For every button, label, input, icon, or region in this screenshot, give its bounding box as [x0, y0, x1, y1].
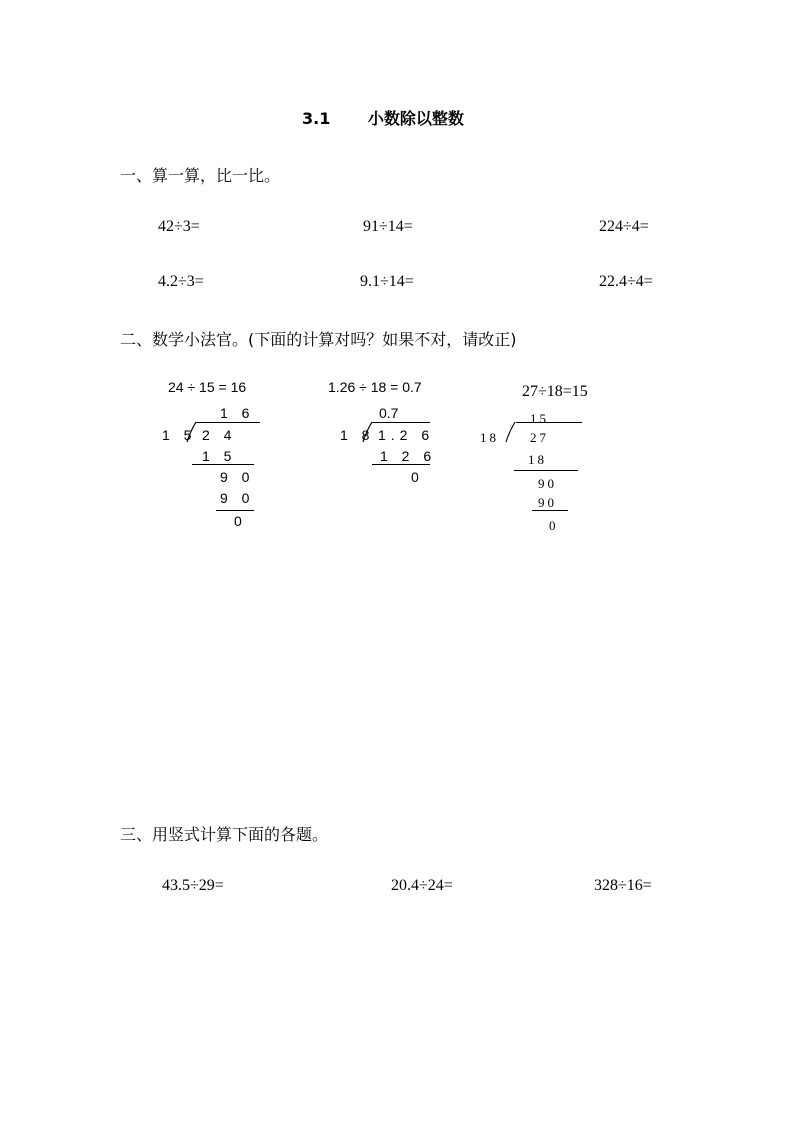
equation-2: 1.26 ÷ 18 = 0.7 [328, 379, 422, 395]
step-line-3-1 [514, 470, 578, 471]
step-1-3: 9 0 [220, 490, 255, 506]
problem-2-2: 9.1÷14= [360, 273, 414, 290]
problem-2-1: 4.2÷3= [158, 273, 204, 290]
problem-1-3: 224÷4= [599, 218, 649, 235]
step-line-1-1 [192, 464, 254, 465]
division-bracket-3 [505, 421, 519, 443]
step-3-4: 0 [549, 518, 556, 533]
equation-1: 24 ÷ 15 = 16 [168, 379, 247, 395]
divisor-2: 1 8 [340, 427, 375, 443]
dividend-1: 2 4 [202, 427, 237, 443]
dividend-2: 1.2 6 [378, 427, 435, 443]
step-3-3: 90 [538, 495, 557, 510]
division-bar-2 [372, 422, 430, 423]
problem-1-1: 42÷3= [158, 218, 200, 235]
page-title: 3.1 小数除以整数 [302, 109, 464, 128]
step-1-1: 1 5 [202, 448, 237, 464]
division-bar-1 [196, 422, 260, 423]
step-2-2: 0 [411, 469, 419, 485]
problem-3-3: 328÷16= [594, 877, 652, 894]
step-2-1: 1 2 6 [380, 448, 437, 464]
step-line-1-2 [216, 510, 254, 511]
step-line-2-1 [372, 464, 430, 465]
section3-heading: 三、用竖式计算下面的各题。 [120, 825, 329, 844]
quotient-2: 0.7 [379, 405, 399, 421]
division-bar-3 [516, 422, 582, 423]
problem-3-1: 43.5÷29= [162, 877, 224, 894]
divisor-3: 18 [480, 430, 499, 445]
step-line-3-2 [532, 510, 568, 511]
quotient-3: 15 [530, 411, 549, 426]
step-1-2: 9 0 [220, 469, 255, 485]
problem-2-3: 22.4÷4= [599, 273, 653, 290]
divisor-1: 1 5 [162, 427, 197, 443]
equation-3: 27÷18=15 [522, 383, 588, 400]
step-1-4: 0 [234, 513, 242, 529]
problem-1-2: 91÷14= [363, 218, 413, 235]
step-3-1: 18 [528, 452, 547, 467]
section1-heading: 一、算一算，比一比。 [120, 166, 281, 185]
quotient-1: 1 6 [220, 405, 255, 421]
section2-heading: 二、数学小法官。(下面的计算对吗？如果不对，请改正) [120, 330, 517, 349]
step-3-2: 90 [538, 476, 557, 491]
dividend-3: 27 [530, 430, 549, 445]
problem-3-2: 20.4÷24= [391, 877, 453, 894]
